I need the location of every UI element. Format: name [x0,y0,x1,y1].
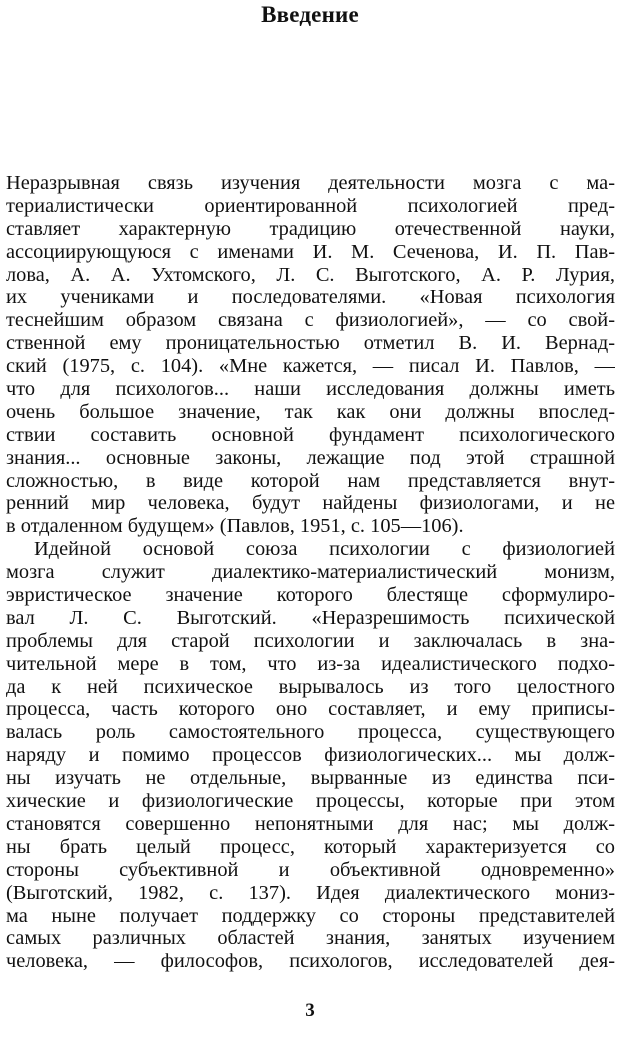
text-line: эвристическое значение которого блестяще сформулиро- [6,584,615,607]
paragraph-2 [6,538,615,973]
page-number: 3 [305,1000,315,1021]
text-line: ассоциирующуюся с именами И. М. Сеченова, И. П. Пав- [6,240,615,263]
text-line: теснейшим образом связана с физиологией», — со свой- [6,309,615,332]
text-line: их учениками и последователями. «Новая психология [6,286,615,309]
text-line: самых различных областей знания, занятых изучением [6,927,615,950]
text-line: что для психологов... наши исследования должны иметь [6,378,615,401]
text-line: (Выготский, 1982, с. 137). Идея диалектического мониз- [6,881,615,904]
chapter-title: Введение [261,2,359,27]
text-line: ственной ему проницательностью отметил В. И. Вернад- [6,332,615,355]
text-line: Неразрывная связь изучения деятельности мозга с ма- [6,172,615,194]
text-line: хические и физиологические процессы, которые при этом [6,790,615,813]
text-line: человека, — философов, психологов, исследователей дея- [6,950,615,973]
text-line: валась роль самостоятельного процесса, существующего [6,721,615,744]
text-line: чительной мере в том, что из-за идеалистического подхо- [6,652,615,675]
text-line: мозга служит диалектико-материалистический монизм, [6,561,615,584]
text-line: териалистически ориентированной психологией пред- [6,194,615,217]
text-line: становятся совершенно непонятными для нас; мы долж- [6,812,615,835]
text-line: знания... основные законы, лежащие под этой страшной [6,446,615,469]
text-line: лова, А. А. Ухтомского, Л. С. Выготского, А. Р. Лурия, [6,263,615,286]
text-line: ны брать целый процесс, который характеризуется со [6,835,615,858]
text-line: проблемы для старой психологии и заключалась в зна- [6,629,615,652]
text-line: стороны субъективной и объективной одновременно» [6,858,615,881]
text-line: ма ныне получает поддержку со стороны представителей [6,904,615,927]
text-line: наряду и помимо процессов физиологических... мы долж- [6,744,615,767]
text-line: ский (1975, с. 104). «Мне кажется, — писал И. Павлов, — [6,355,615,378]
text-line: ны изучать не отдельные, вырванные из единства пси- [6,767,615,790]
text-line: сложностью, в виде которой нам представляется внут- [6,469,615,492]
text-line: в отдаленном будущем» (Павлов, 1951, с. 105—106). [6,515,464,538]
text-line: Идейной основой союза психологии с физиологией [34,538,615,561]
text-line: ренний мир человека, будут найдены физиологами, и не [6,492,615,515]
paragraph-1 [6,172,615,538]
text-line: ствии составить основной фундамент психологического [6,423,615,446]
text-line: процесса, часть которого оно составляет, и ему приписы- [6,698,615,721]
text-line: очень большое значение, так как они должны впослед- [6,400,615,423]
text-line: ставляет характерную традицию отечественной науки, [6,217,615,240]
text-line: вал Л. С. Выготский. «Неразрешимость психической [6,606,615,629]
text-line: да к ней психическое вырывалось из того целостного [6,675,615,698]
body-text [6,172,615,973]
